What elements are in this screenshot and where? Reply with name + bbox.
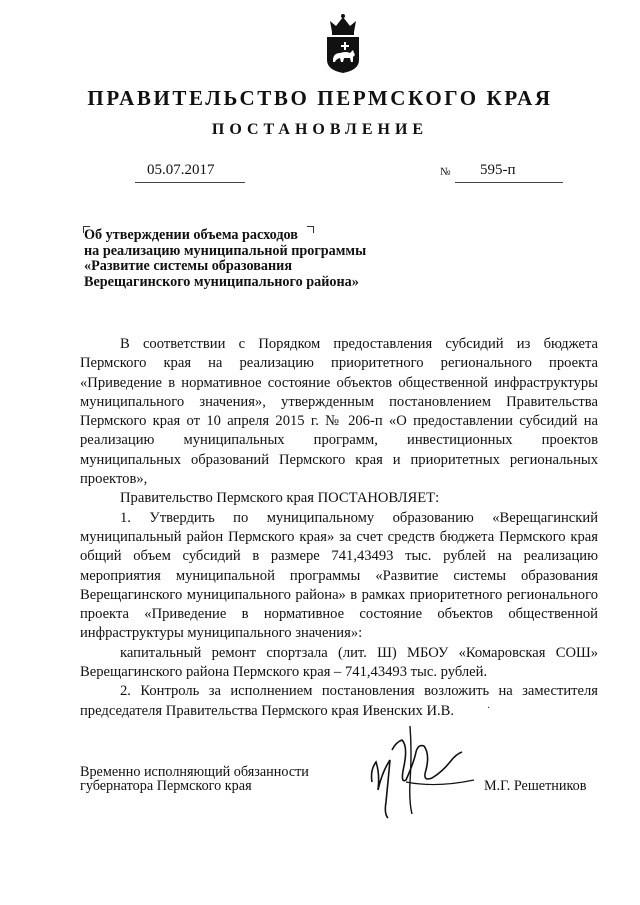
subject-line: Верещагинского муниципального района»: [84, 273, 359, 290]
subject-line: Об утверждении объема расходов: [84, 227, 298, 243]
body-paragraph-item-1: 1. Утвердить по муниципальному образованию «Верещагинский муниципальный район Пермского края» за счет средств бюджета Пермского края общий объем субсидий в размере 741,43493 тыс. рублей на реализацию мероприятия муниципальной программы «Развитие системы образования Верещагинского муниципального района» в рамках приоритетного регионального проекта «Приведение в нормативное состояние объектов общественной инфраструктуры муниципального значения»:: [80, 509, 598, 642]
stray-mark: ·: [487, 703, 491, 714]
handwritten-signature: [366, 722, 476, 822]
document-type: ПОСТАНОВЛЕНИЕ: [211, 121, 429, 138]
body-paragraph-item-1-detail: капитальный ремонт спортзала (лит. Ш) МБОУ «Комаровская СОШ» Верещагинского района Пермского края – 741,43493 тыс. рублей.: [80, 644, 598, 681]
document-body: [80, 335, 598, 721]
signatory-name: М.Г. Решетников: [484, 778, 587, 794]
coat-of-arms-icon: [322, 12, 364, 74]
document-number: 595-п: [480, 162, 516, 178]
signatory-position: [80, 765, 309, 793]
body-paragraph-item-2: 2. Контроль за исполнением постановления возложить на заместителя председателя Правительства Пермского края Ивенских И.В.: [80, 683, 598, 719]
document-subject: [84, 228, 464, 290]
subject-line: на реализацию муниципальной программы: [84, 242, 367, 259]
signatory-position-line: губернатора Пермского края: [80, 778, 252, 794]
subject-line: «Развитие системы образования: [84, 258, 293, 274]
number-field: [455, 162, 563, 183]
signatory-position-line: Временно исполняющий обязанности: [80, 764, 309, 780]
number-sign: №: [440, 166, 451, 178]
document-date: 05.07.2017: [147, 162, 215, 178]
body-paragraph-preamble: В соответствии с Порядком предоставления субсидий из бюджета Пермского края на реализацию приоритетного регионального проекта «Приведение в нормативное состояние объектов общественной инфраструктуры муниципального значения», утвержденным постановлением Правительства Пермского края от 10 апреля 2015 г. № 206-п «О предоставлении субсидий на реализацию муниципальных программ, инвестиционных проектов муниципальных образований Пермского края и приоритетных региональных проектов»,: [80, 336, 598, 488]
date-field: [135, 162, 245, 183]
government-title: ПРАВИТЕЛЬСТВО ПЕРМСКОГО КРАЯ: [87, 86, 553, 110]
body-paragraph-resolution: Правительство Пермского края ПОСТАНОВЛЯЕТ:: [120, 490, 440, 507]
